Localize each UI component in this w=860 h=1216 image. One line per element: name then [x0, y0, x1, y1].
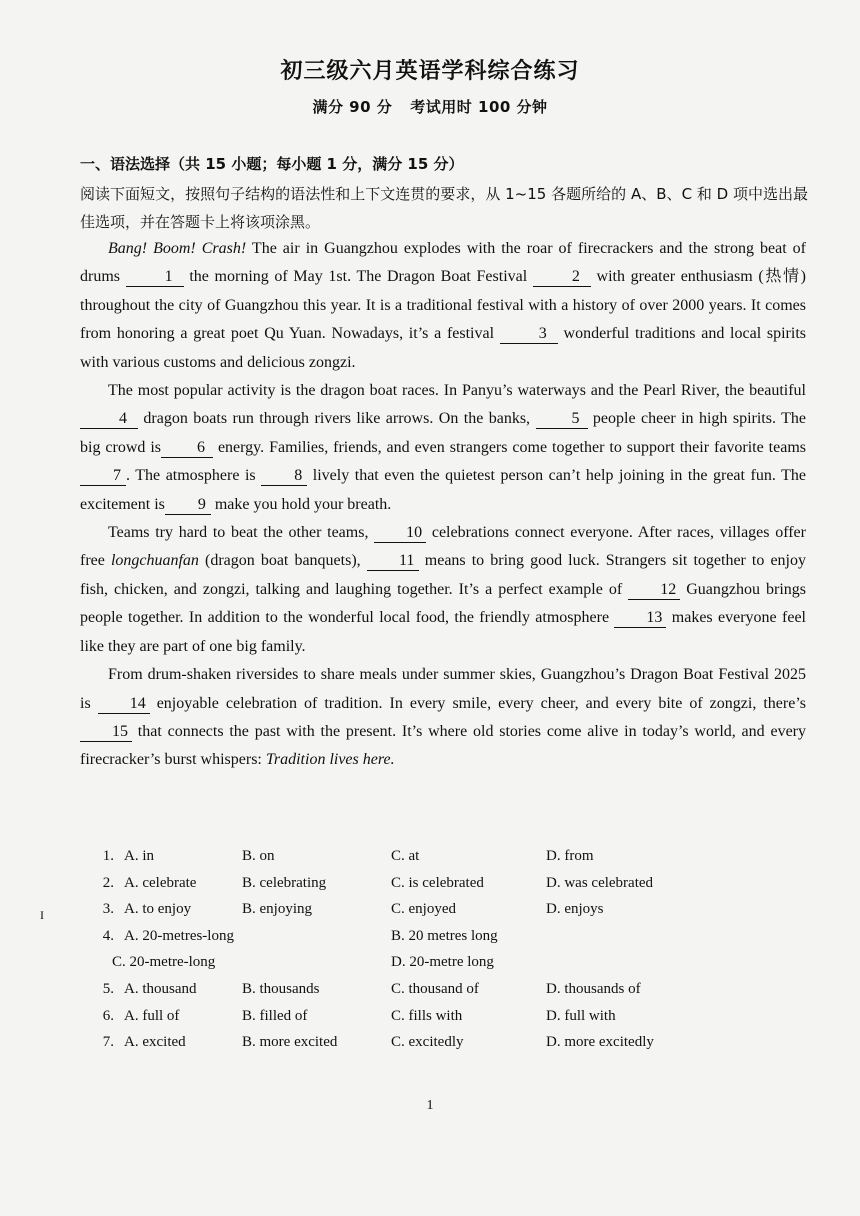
question-row	[84, 928, 724, 955]
exam-info	[0, 96, 860, 117]
passage-text: (dragon boat banquets),	[198, 552, 367, 570]
option-c: C. 20-metre-long	[112, 954, 216, 971]
option-b: B. enjoying	[242, 901, 312, 918]
blank-1: 1	[126, 268, 184, 287]
blank-11: 11	[367, 552, 419, 571]
paragraph-3	[80, 519, 806, 661]
question-number: 1.	[102, 848, 114, 864]
blank-9: 9	[165, 496, 211, 515]
passage-text: wonderful traditions and local spirits with various customs and delicious zongzi.	[80, 325, 807, 371]
option-a: A. 20-metres-long	[124, 927, 234, 944]
passage-text: From drum-shaken riversides to share meals under summer skies, Guangzhou’s Dragon Boat Festival 2025 is	[80, 666, 806, 712]
full-score: 满分 90 分	[312, 98, 393, 116]
option-d: D. from	[546, 848, 594, 864]
blank-5: 5	[536, 410, 588, 429]
question-row-continued	[84, 954, 724, 981]
blank-4: 4	[80, 410, 138, 429]
passage-text: Guangzhou brings people together. In addition to the wonderful local food, the friendly atmosphere	[80, 580, 807, 627]
option-b: B. celebrating	[242, 874, 327, 891]
intro-italic: Bang! Boom! Crash!	[108, 240, 247, 257]
question-number: 4.	[102, 927, 114, 944]
question-row	[84, 848, 724, 875]
option-b: B. filled of	[242, 1007, 308, 1024]
passage-text: dragon boats run through rivers like arrows. On the banks,	[138, 410, 536, 428]
paragraph-2	[80, 377, 806, 519]
option-a: A. in	[124, 848, 154, 864]
option-c: C. at	[391, 848, 420, 864]
passage-text: makes everyone feel like they are part of one big family.	[80, 609, 806, 655]
passage-text: celebrations connect everyone. After races, villages offer free	[80, 524, 806, 570]
blank-13: 13	[614, 609, 666, 628]
option-d: D. 20-metre long	[391, 954, 494, 971]
question-number: 7.	[102, 1034, 114, 1051]
paragraph-4	[80, 661, 806, 775]
section-heading: 一、语法选择（共 15 小题；每小题 1 分，满分 15 分）	[80, 155, 464, 173]
option-d: D. enjoys	[546, 901, 604, 918]
blank-10: 10	[374, 524, 426, 543]
option-a: A. thousand	[124, 980, 197, 997]
page-title: 初三级六月英语学科综合练习	[280, 59, 580, 84]
answer-choices	[84, 848, 724, 1061]
passage-text: Teams try hard to beat the other teams,	[108, 524, 375, 542]
option-a: A. to enjoy	[124, 901, 192, 918]
passage-text: means to bring good luck. Strangers sit together to enjoy fish, chicken, and zongzi, talking and laughing together. It’s a perfect example of	[80, 552, 806, 598]
option-b: B. thousands	[242, 980, 320, 997]
blank-6: 6	[161, 439, 213, 458]
stray-mark: I	[40, 908, 44, 922]
closing-italic: Tradition lives here.	[265, 751, 395, 769]
passage-text: The air in Guangzhou explodes with the roar of firecrackers and the strong beat of drums	[80, 240, 806, 286]
passage-text: with greater enthusiasm (热情) throughout the city of Guangzhou this year. It is a traditional festival with a history of over 2000 years. It comes from honoring a great poet Qu Yuan. Nowadays, it’s a festival	[80, 268, 807, 343]
italic-term: longchuanfan	[110, 552, 199, 570]
option-d: D. was celebrated	[546, 874, 654, 891]
question-row	[84, 901, 724, 928]
passage-text: energy. Families, friends, and even strangers come together to support their favorite teams	[213, 438, 806, 456]
blank-3: 3	[500, 325, 558, 344]
reading-passage	[80, 235, 806, 775]
passage-text: people cheer in high spirits. The big crowd is	[80, 410, 806, 456]
option-c: C. is celebrated	[391, 874, 484, 891]
option-c: C. thousand of	[391, 980, 479, 997]
blank-2: 2	[533, 268, 591, 287]
option-a: A. full of	[124, 1007, 180, 1024]
blank-14: 14	[98, 695, 150, 714]
option-c: C. excitedly	[391, 1034, 464, 1051]
option-b: B. more excited	[242, 1034, 338, 1051]
option-a: A. excited	[124, 1034, 186, 1051]
option-d: D. full with	[546, 1007, 616, 1024]
section-instructions: 阅读下面短文，按照句子结构的语法性和上下文连贯的要求，从 1~15 各题所给的 A、B、C 和 D 项中选出最佳选项，并在答题卡上将该项涂黑。	[80, 185, 808, 231]
option-c: C. fills with	[391, 1007, 463, 1024]
question-number: 3.	[102, 901, 114, 918]
blank-15: 15	[80, 723, 132, 742]
blank-7: 7	[80, 467, 126, 486]
passage-text: the morning of May 1st. The Dragon Boat Festival	[183, 268, 533, 286]
question-row	[84, 875, 724, 902]
question-row	[84, 1008, 724, 1035]
exam-time: 考试用时 100 分钟	[410, 98, 548, 116]
question-number: 6.	[102, 1007, 114, 1024]
option-d: D. thousands of	[546, 980, 641, 997]
passage-text: make you hold your breath.	[210, 495, 392, 513]
blank-12: 12	[628, 581, 680, 600]
passage-text: . The atmosphere is	[126, 467, 262, 485]
passage-text: The most popular activity is the dragon boat races. In Panyu’s waterways and the Pearl River, the beautiful	[108, 382, 806, 400]
option-b: B. 20 metres long	[391, 927, 498, 944]
question-number: 5.	[102, 980, 114, 997]
paragraph-1	[80, 235, 806, 377]
option-d: D. more excitedly	[546, 1034, 654, 1051]
option-c: C. enjoyed	[391, 901, 456, 918]
question-row	[84, 1034, 724, 1061]
question-row	[84, 981, 724, 1008]
option-a: A. celebrate	[124, 874, 197, 891]
option-b: B. on	[242, 848, 275, 864]
question-number: 2.	[102, 874, 114, 891]
passage-text: enjoyable celebration of tradition. In every smile, every cheer, and every bite of zongzi, there’s	[149, 694, 806, 712]
page-number: 1	[426, 1098, 434, 1113]
blank-8: 8	[261, 467, 307, 486]
passage-text: lively that even the quietest person can’t help joining in the great fun. The excitement is	[80, 467, 806, 513]
passage-text: that connects the past with the present. It’s where old stories come alive in today’s world, and every firecracker’s burst whispers:	[80, 722, 806, 769]
